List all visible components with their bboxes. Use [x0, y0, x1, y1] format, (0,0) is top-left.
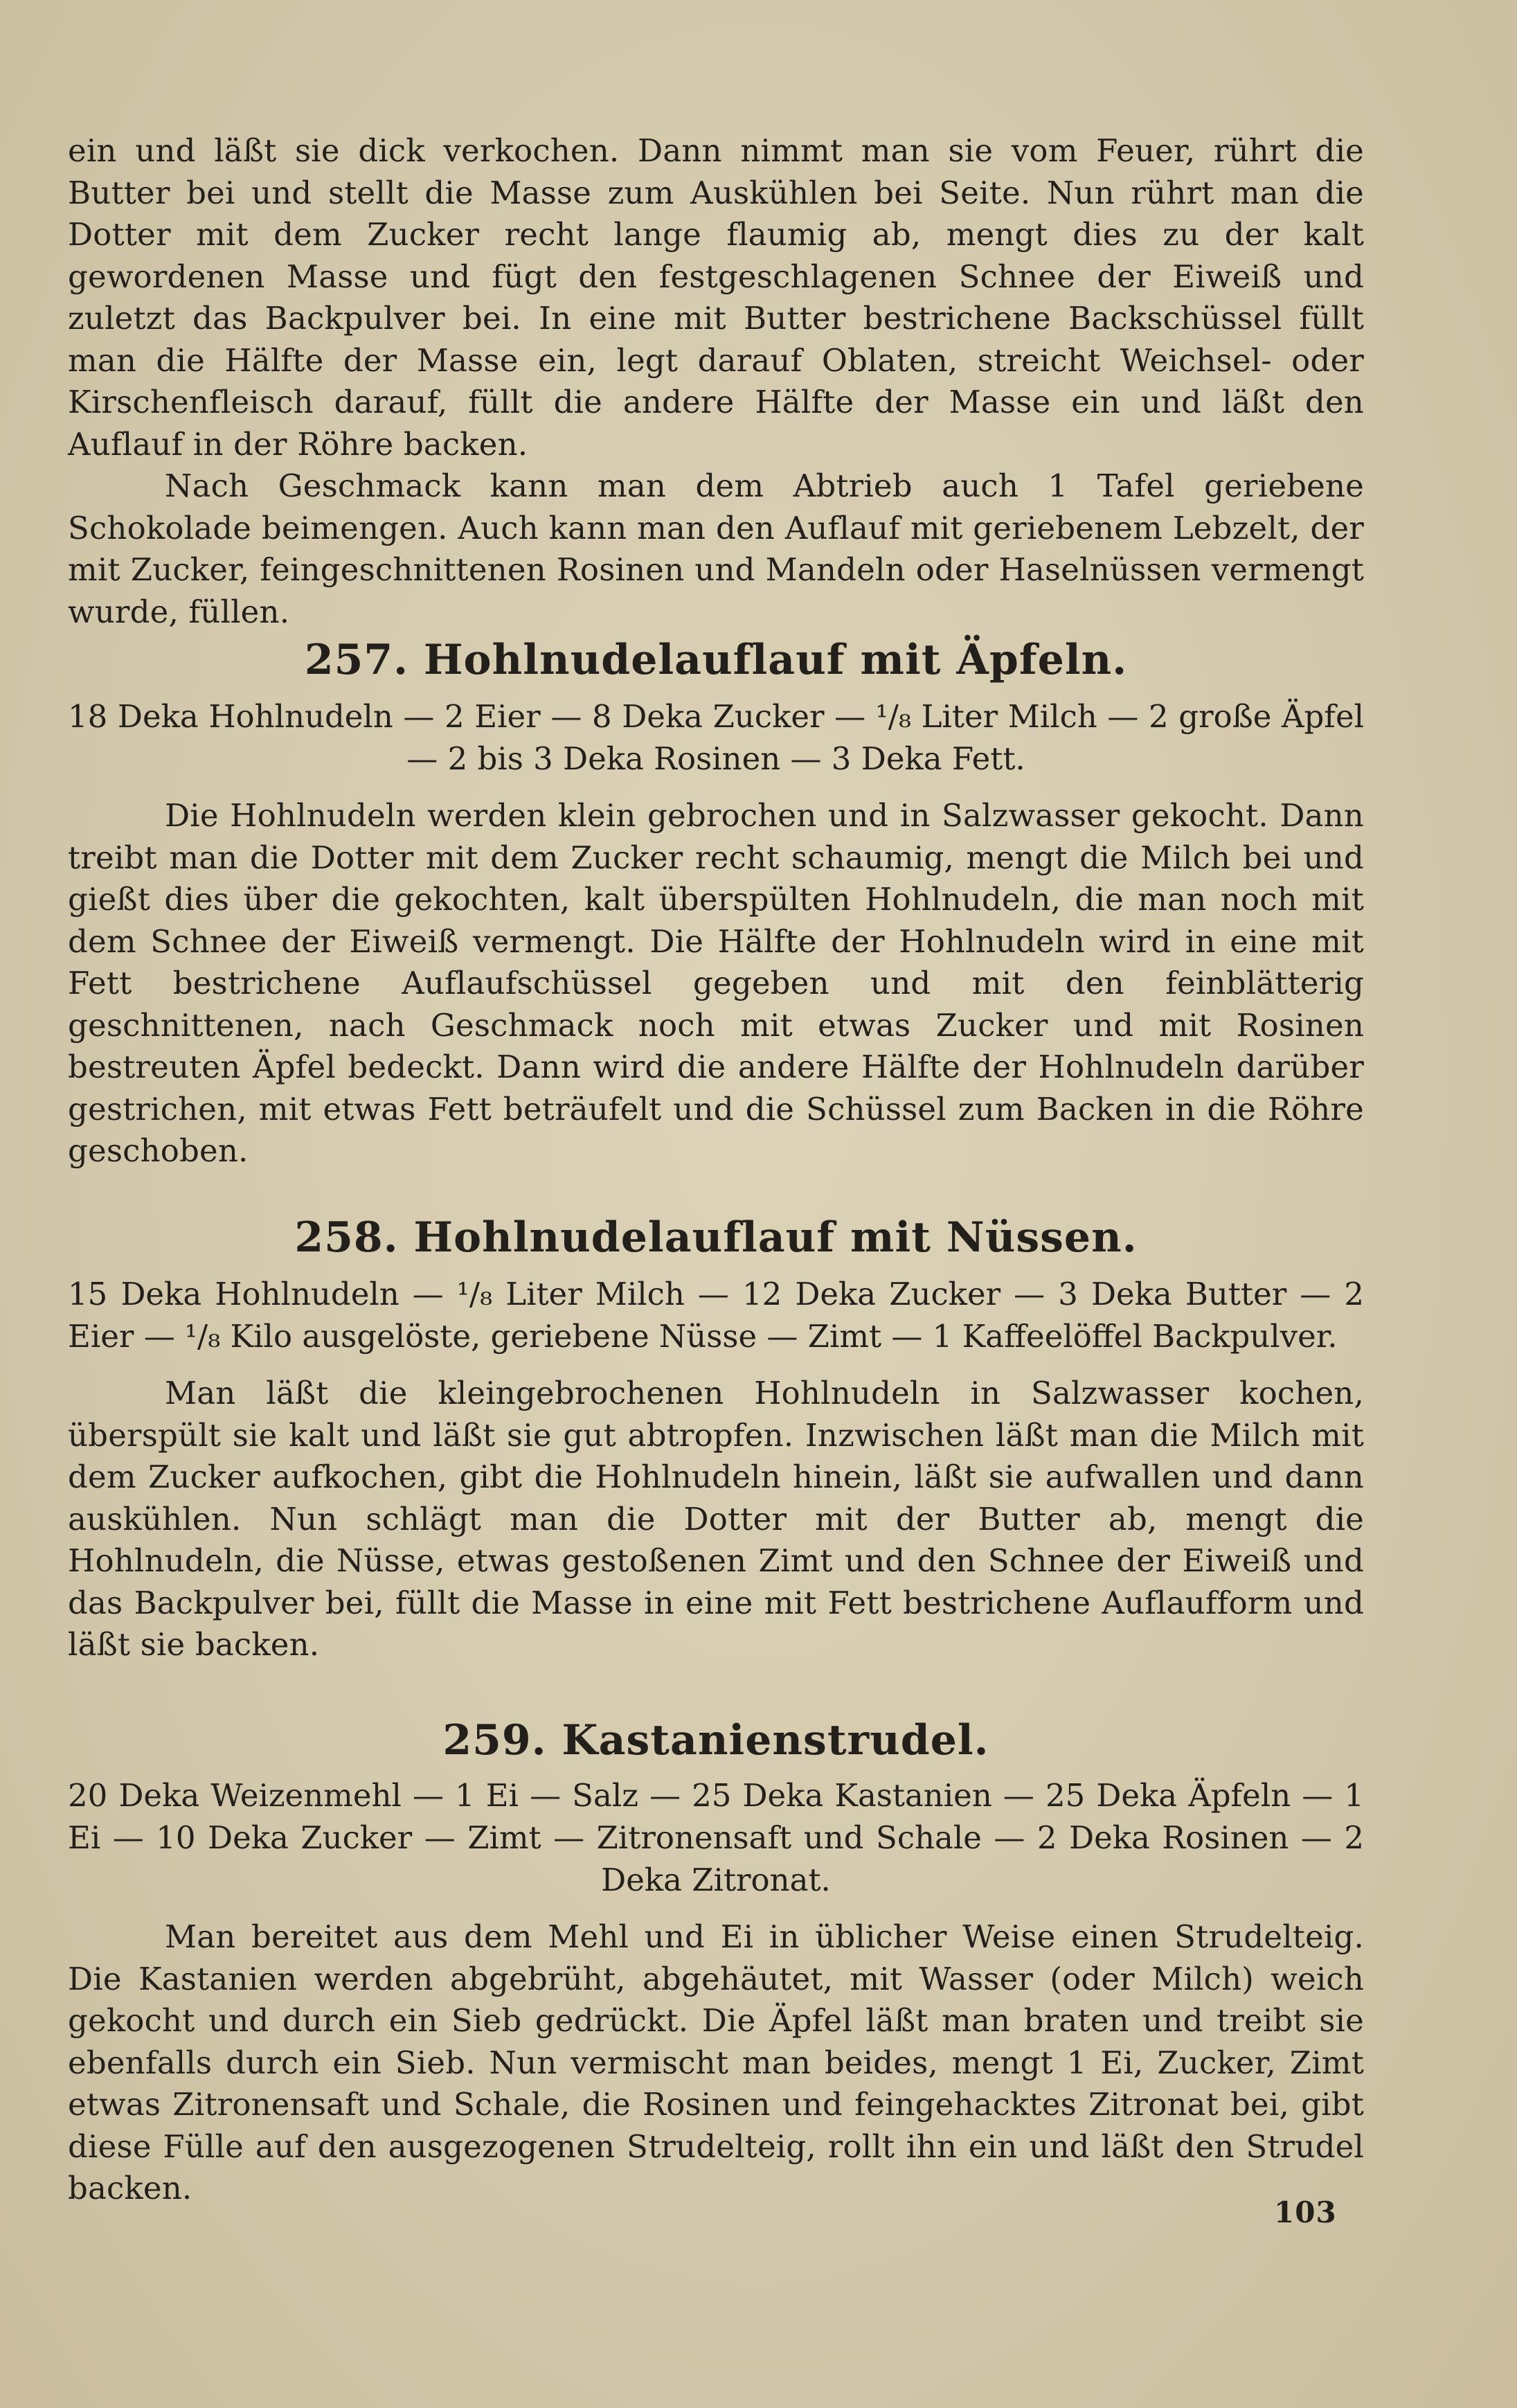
intro-section: [68, 130, 1364, 633]
recipe-258-ingredients: 15 Deka Hohlnudeln — ¹/₈ Liter Milch — 12 Deka Zucker — 3 Deka Butter — 2 Eier — ¹/₈ Kilo ausgelöste, geriebene Nüsse — Zimt — 1 Kaffeelöffel Backpulver.: [68, 1276, 1364, 1355]
recipe-259-title: 259. Kastanienstrudel.: [442, 1716, 989, 1765]
recipe-258: [68, 1273, 1364, 1666]
recipe-257-ingredients: 18 Deka Hohlnudeln — 2 Eier — 8 Deka Zucker — ¹/₈ Liter Milch — 2 große Äpfel — 2 bis 3 Deka Rosinen — 3 Deka Fett.: [68, 698, 1364, 777]
intro-paragraph-2: Nach Geschmack kann man dem Abtrieb auch 1 Tafel geriebene Schokolade beimengen. Auch kann man den Auflauf mit geriebenem Lebzelt, der mit Zucker, feingeschnittenen Rosinen und Mandeln oder Haselnüssen vermengt wurde, füllen.: [68, 467, 1364, 630]
page-number: 103: [1274, 2195, 1337, 2229]
recipe-257-title: 257. Hohlnudelauflauf mit Äpfeln.: [304, 636, 1128, 684]
recipe-258-instructions: Man läßt die kleingebrochenen Hohlnudeln in Salzwasser kochen, überspült sie kalt und läßt sie gut abtropfen. Inzwischen läßt man die Milch mit dem Zucker aufkochen, gibt die Hohlnudeln hinein, läßt sie aufwallen und dann auskühlen. Nun schlägt man die Dotter mit der Butter ab, mengt die Hohlnudeln, die Nüsse, etwas gestoßenen Zimt und den Schnee der Eiweiß und das Backpulver bei, füllt die Masse in eine mit Fett bestrichene Auflaufform und läßt sie backen.: [68, 1375, 1364, 1663]
recipe-259-instructions: Man bereitet aus dem Mehl und Ei in üblicher Weise einen Strudelteig. Die Kastanien werden abgebrüht, abgehäutet, mit Wasser (oder Milch) weich gekocht und durch ein Sieb gedrückt. Die Äpfel läßt man braten und treibt sie ebenfalls durch ein Sieb. Nun vermischt man beides, mengt 1 Ei, Zucker, Zimt etwas Zitronensaft und Schale, die Rosinen und feingehacktes Zitronat bei, gibt diese Fülle auf den ausgezogenen Strudelteig, rollt ihn ein und läßt den Strudel backen.: [68, 1918, 1364, 2206]
recipe-259-ingredients: 20 Deka Weizenmehl — 1 Ei — Salz — 25 Deka Kastanien — 25 Deka Äpfeln — 1 Ei — 10 Deka Zucker — Zimt — Zitronensaft und Schale — 2 Deka Rosinen — 2 Deka Zitronat.: [68, 1777, 1364, 1898]
recipe-257: [68, 695, 1364, 1172]
recipe-257-instructions: Die Hohlnudeln werden klein gebrochen und in Salzwasser gekocht. Dann treibt man die Dotter mit dem Zucker recht schaumig, mengt die Milch bei und gießt dies über die gekochten, kalt überspülten Hohlnudeln, die man noch mit dem Schnee der Eiweiß vermengt. Die Hälfte der Hohlnudeln wird in eine mit Fett bestrichene Auflaufschüssel gegeben und mit den feinblätterig geschnittenen, nach Geschmack noch mit etwas Zucker und mit Rosinen bestreuten Äpfel bedeckt. Dann wird die andere Hälfte der Hohlnudeln darüber gestrichen, mit etwas Fett beträufelt und die Schüssel zum Backen in die Röhre geschoben.: [68, 797, 1364, 1169]
recipe-258-title: 258. Hohlnudelauflauf mit Nüssen.: [294, 1213, 1138, 1262]
intro-paragraph-1: ein und läßt sie dick verkochen. Dann nimmt man sie vom Feuer, rührt die Butter bei und stellt die Masse zum Auskühlen bei Seite. Nun rührt man die Dotter mit dem Zucker recht lange flaumig ab, mengt dies zu der kalt gewordenen Masse und fügt den festgeschlagenen Schnee der Eiweiß und zuletzt das Backpulver bei. In eine mit Butter bestrichene Backschüssel füllt man die Hälfte der Masse ein, legt darauf Oblaten, streicht Weichsel- oder Kirschenfleisch darauf, füllt die andere Hälfte der Masse ein und läßt den Auflauf in der Röhre backen.: [68, 132, 1364, 463]
recipe-259: [68, 1774, 1364, 2210]
